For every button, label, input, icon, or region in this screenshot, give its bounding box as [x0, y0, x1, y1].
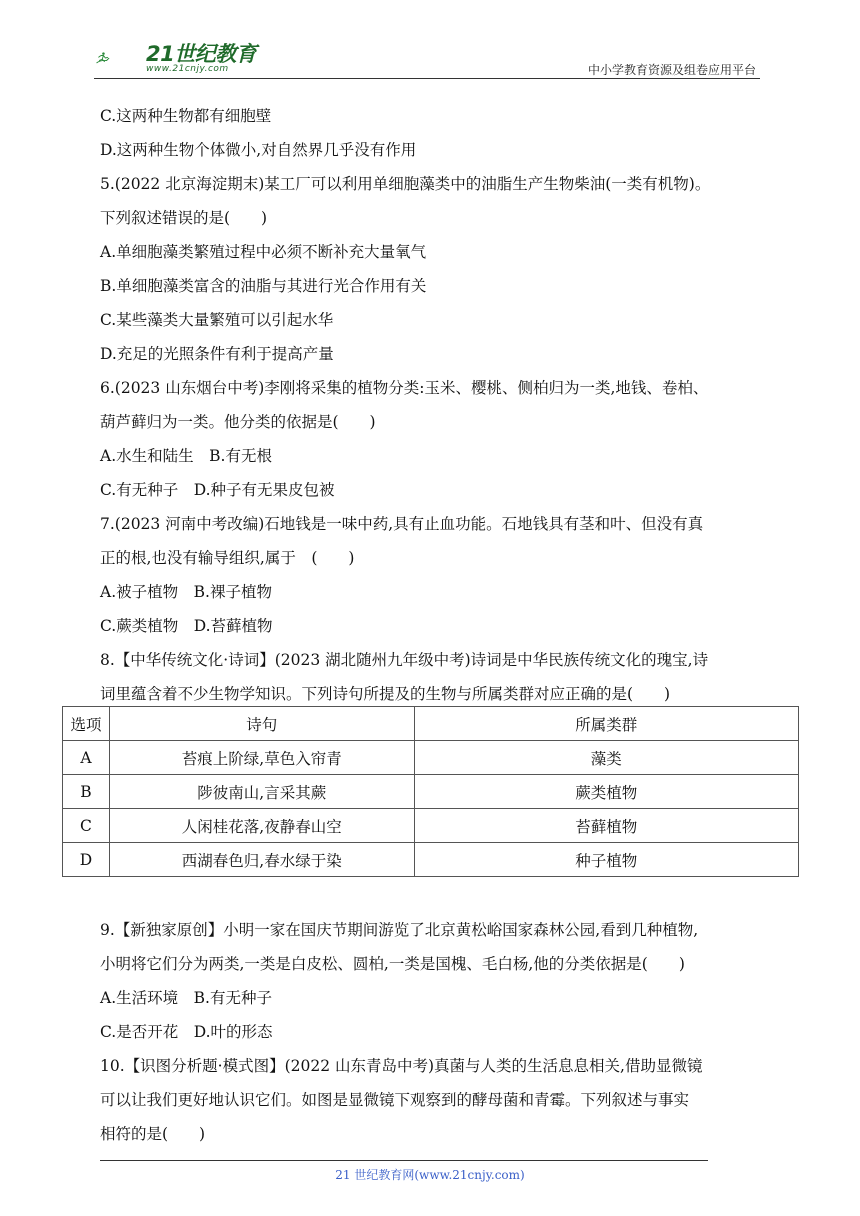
table-cell: 藻类	[414, 741, 798, 775]
logo-url: www.21cnjy.com	[146, 64, 229, 74]
text-line: 可以让我们更好地认识它们。如图是显微镜下观察到的酵母菌和青霉。下列叙述与事实	[100, 1091, 690, 1109]
table-cell: 苔藓植物	[414, 809, 798, 843]
footer-divider	[100, 1160, 708, 1161]
question-7: 7.(2023 河南中考改编)石地钱是一味中药,具有止血功能。石地钱具有茎和叶、但没有真	[100, 515, 704, 533]
option-line: A.生活环境 B.有无种子	[100, 989, 272, 1007]
table-cell: 陟彼南山,言采其蕨	[109, 775, 414, 809]
table-cell: 蕨类植物	[414, 775, 798, 809]
text-line: C.这两种生物都有细胞壁	[100, 107, 272, 125]
table-row	[63, 843, 799, 877]
logo-runner-icon	[94, 36, 146, 80]
footer-link[interactable]: 21 世纪教育网(www.21cnjy.com)	[335, 1168, 525, 1182]
table-cell: 种子植物	[414, 843, 798, 877]
table-header-cell: 诗句	[109, 707, 414, 741]
text-line: 葫芦藓归为一类。他分类的依据是( )	[100, 413, 376, 431]
table-cell: 苔痕上阶绿,草色入帘青	[109, 741, 414, 775]
options-table	[62, 706, 799, 877]
text-line: 相符的是( )	[100, 1125, 206, 1143]
table-cell: 人闲桂花落,夜静春山空	[109, 809, 414, 843]
text-line: 词里蕴含着不少生物学知识。下列诗句所提及的生物与所属类群对应正确的是( )	[100, 685, 671, 703]
header-divider	[94, 78, 760, 79]
option-line: C.是否开花 D.叶的形态	[100, 1023, 273, 1041]
table-cell: D	[63, 843, 110, 877]
table-header-row	[63, 707, 799, 741]
option-line: B.单细胞藻类富含的油脂与其进行光合作用有关	[100, 277, 427, 295]
text-line: 正的根,也没有输导组织,属于 ( )	[100, 549, 355, 567]
table-row	[63, 809, 799, 843]
question-6: 6.(2023 山东烟台中考)李刚将采集的植物分类:玉米、樱桃、侧柏归为一类,地钱、卷柏、	[100, 379, 709, 397]
question-5: 5.(2022 北京海淀期末)某工厂可以利用单细胞藻类中的油脂生产生物柴油(一类有机物)。	[100, 175, 711, 193]
option-line: A.被子植物 B.裸子植物	[100, 583, 272, 601]
table-row	[63, 741, 799, 775]
table-cell: 西湖春色归,春水绿于染	[109, 843, 414, 877]
option-line: C.有无种子 D.种子有无果皮包被	[100, 481, 335, 499]
table-header-cell: 所属类群	[414, 707, 798, 741]
table-cell: A	[63, 741, 110, 775]
platform-title: 中小学教育资源及组卷应用平台	[587, 63, 756, 77]
text-line: 小明将它们分为两类,一类是白皮松、圆柏,一类是国槐、毛白杨,他的分类依据是( )	[100, 955, 685, 973]
text-line: D.这两种生物个体微小,对自然界几乎没有作用	[100, 141, 417, 159]
option-line: D.充足的光照条件有利于提高产量	[100, 345, 334, 363]
option-line: C.蕨类植物 D.苔藓植物	[100, 617, 273, 635]
table-row	[63, 775, 799, 809]
logo-text: 21世纪教育	[146, 42, 257, 66]
table-header-cell: 选项	[63, 707, 110, 741]
option-line: A.水生和陆生 B.有无根	[100, 447, 272, 465]
table-cell: C	[63, 809, 110, 843]
question-9: 9.【新独家原创】小明一家在国庆节期间游览了北京黄松峪国家森林公园,看到几种植物,	[100, 921, 699, 939]
text-line: 下列叙述错误的是( )	[100, 209, 268, 227]
question-10: 10.【识图分析题·模式图】(2022 山东青岛中考)真菌与人类的生活息息相关,借助显微镜	[100, 1057, 703, 1075]
table-cell: B	[63, 775, 110, 809]
option-line: C.某些藻类大量繁殖可以引起水华	[100, 311, 334, 329]
option-line: A.单细胞藻类繁殖过程中必须不断补充大量氧气	[100, 243, 427, 261]
question-8: 8.【中华传统文化·诗词】(2023 湖北随州九年级中考)诗词是中华民族传统文化的瑰宝,诗	[100, 651, 709, 669]
